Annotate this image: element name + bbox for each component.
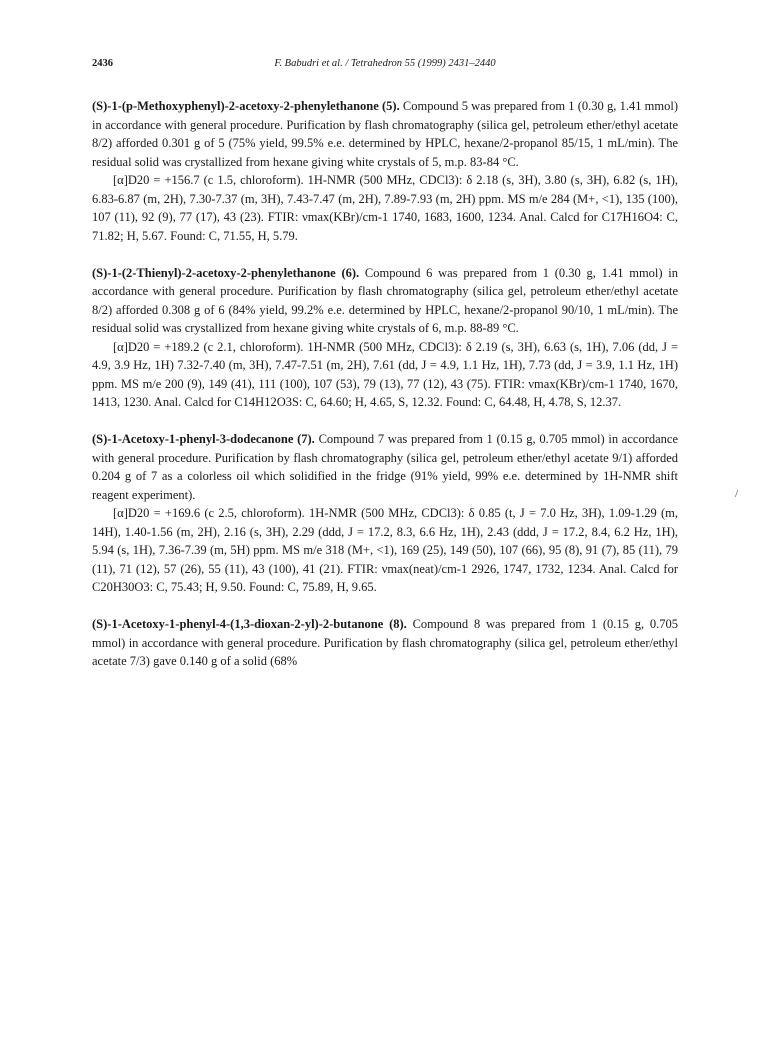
page-header (92, 58, 678, 74)
compound-title: (S)-1-(2-Thienyl)-2-acetoxy-2-phenylethanone (6). (92, 265, 360, 280)
characterization-text: [α]D20 = +156.7 (c 1.5, chloroform). 1H-NMR (500 MHz, CDCl3): δ 2.18 (s, 3H), 3.80 (s, 3H), 6.82 (s, 1H), 6.83-6.87 (m, 2H), 7.30-7.37 (m, 3H), 7.43-7.47 (m, 2H), 7.89-7.93 (m, 2H) ppm. MS m/e 284 (M+, <1), 135 (100), 107 (11), 92 (9), 77 (17), 43 (23). FTIR: νmax(KBr)/cm-1 1740, 1683, 1600, 1234. Anal. Calcd for C17H16O4: C, 71.82; H, 5.67. Found: C, 71.55, H, 5.79. (92, 173, 678, 243)
compound-entry-6 (92, 264, 678, 412)
margin-mark: / (735, 488, 739, 500)
entry-paragraph (92, 430, 678, 504)
running-head: F. Babudri et al. / Tetrahedron 55 (1999) 2431–2440 (274, 58, 496, 69)
compound-title: (S)-1-Acetoxy-1-phenyl-3-dodecanone (7). (92, 432, 315, 446)
entry-paragraph (92, 97, 678, 171)
compound-entry-7 (92, 430, 678, 597)
compound-entry-5 (92, 97, 678, 245)
procedure-text: Compound 7 was prepared from 1 (0.15 g, 0.705 mmol) in accordance with general procedure. Purification by flash chromatography (silica gel, petroleum ether/ethyl acetate 9/1) afforded 0.204 g of 7 as a colorless oil which solidified in the fridge (91% yield, 99% e.e. determined by 1H-NMR shift reagent experiment). (92, 432, 679, 502)
compound-title: (S)-1-Acetoxy-1-phenyl-4-(1,3-dioxan-2-yl)-2-butanone (8). (92, 617, 407, 631)
page-number: 2436 (92, 58, 113, 69)
compound-title: (S)-1-(p-Methoxyphenyl)-2-acetoxy-2-phenylethanone (5). (92, 99, 400, 113)
characterization-text: [α]D20 = +189.2 (c 2.1, chloroform). 1H-NMR (500 MHz, CDCl3): δ 2.19 (s, 3H), 6.63 (s, 1H), 7.06 (dd, J = 4.9, 3.9 Hz, 1H) 7.32-7.40 (m, 3H), 7.47-7.51 (m, 2H), 7.61 (dd, J = 4.9, 1.1 Hz, 1H), 7.73 (dd, J = 3.9, 1.1 Hz, 1H) ppm. MS m/e 200 (9), 149 (41), 111 (100), 107 (53), 79 (13), 77 (12), 43 (75). FTIR: νmax(KBr)/cm-1 1740, 1670, 1413, 1230. Anal. Calcd for C14H12O3S: C, 64.60; H, 4.65, S, 12.32. Found: C, 64.48, H, 4.78, S, 12.37. (92, 339, 678, 409)
entry-paragraph (92, 264, 678, 338)
experimental-section (92, 97, 678, 689)
procedure-text: Compound 8 was prepared from 1 (0.15 g, 0.705 mmol) in accordance with general procedure. Purification by flash chromatography (silica gel, petroleum ether/ethyl acetate 7/3) gave 0.140 g of a solid (68% (92, 617, 678, 668)
compound-entry-8 (92, 615, 678, 671)
entry-paragraph (92, 615, 678, 671)
procedure-text: Compound 6 was prepared from 1 (0.30 g, 1.41 mmol) in accordance with general procedure. Purification by flash chromatography (silica gel, petroleum ether/ethyl acetate 8/2) afforded 0.308 g of 6 (84% yield, 99.2% e.e. determined by HPLC, hexane/2-propanol 90/10, 1 mL/min). The residual solid was crystallized from hexane giving white crystals of 6, m.p. 88-89 °C. (92, 265, 679, 335)
characterization-text: [α]D20 = +169.6 (c 2.5, chloroform). 1H-NMR (500 MHz, CDCl3): δ 0.85 (t, J = 7.0 Hz, 3H), 1.09-1.29 (m, 14H), 1.40-1.56 (m, 2H), 2.16 (s, 3H), 2.29 (ddd, J = 17.2, 8.3, 6.6 Hz, 1H), 2.43 (ddd, J = 17.2, 8.4, 6.2 Hz, 1H), 5.94 (s, 1H), 7.36-7.39 (m, 5H) ppm. MS m/e 318 (M+, <1), 169 (25), 149 (50), 107 (66), 95 (8), 91 (7), 85 (11), 79 (11), 71 (12), 57 (26), 55 (11), 43 (100), 41 (21). FTIR: νmax(neat)/cm-1 2926, 1747, 1732, 1234. Anal. Calcd for C20H30O3: C, 75.43; H, 9.50. Found: C, 75.89, H, 9.65. (92, 506, 678, 594)
procedure-text: Compound 5 was prepared from 1 (0.30 g, 1.41 mmol) in accordance with general procedure. Purification by flash chromatography (silica gel, petroleum ether/ethyl acetate 8/2) afforded 0.301 g of 5 (75% yield, 99.5% e.e. determined by HPLC, hexane/2-propanol 85/15, 1 mL/min). The residual solid was crystallized from hexane giving white crystals of 5, m.p. 83-84 °C. (92, 99, 679, 169)
